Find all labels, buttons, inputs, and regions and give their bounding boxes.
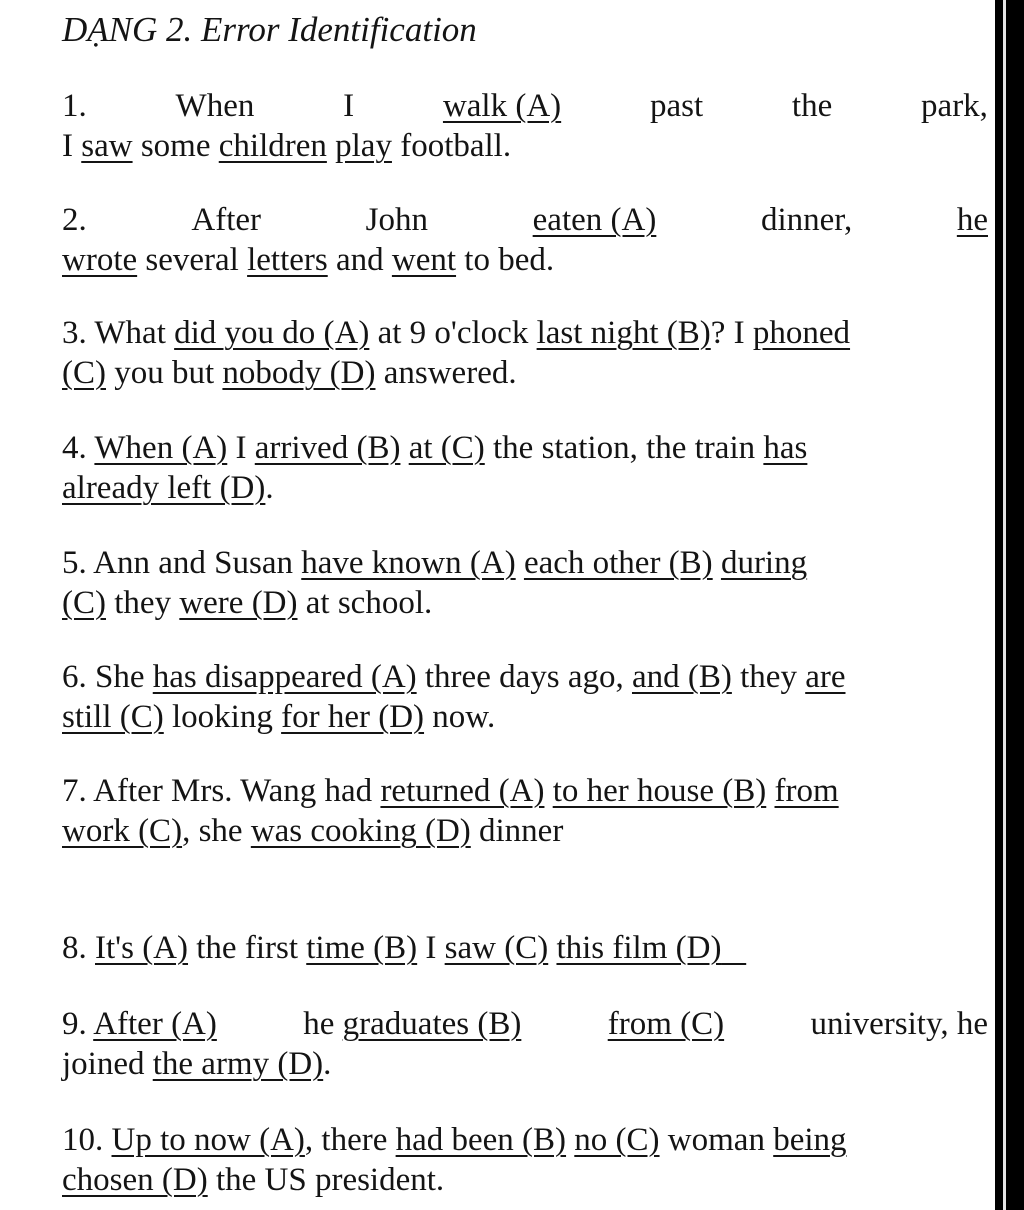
question-8-line-1: 8. It's (A) the first time (B) I saw (C) this film (D) <box>62 930 722 966</box>
question-8 <box>62 928 988 968</box>
question-9 <box>62 1004 988 1084</box>
question-9-line-2: joined the army (D). <box>62 1046 332 1082</box>
option-a: walk (A) <box>442 88 562 124</box>
question-3 <box>62 313 988 393</box>
question-1-line-1: 1. When I walk (A) past the park, <box>62 88 988 124</box>
question-4-line-2: already left (D). <box>62 470 274 506</box>
question-10-line-2: chosen (D) the US president. <box>62 1162 445 1198</box>
question-5 <box>62 543 988 623</box>
question-1-line-2: I saw some children play football. <box>62 128 512 164</box>
question-7-line-1: 7. After Mrs. Wang had returned (A) to her house (B) from <box>62 773 839 809</box>
question-4 <box>62 428 988 508</box>
question-7 <box>62 771 988 851</box>
question-9-line-1: 9. After (A) he graduates (B) from (C) university, he <box>62 1006 988 1042</box>
page-edge-divider <box>1003 0 1006 1210</box>
page-title: DẠNG 2. Error Identification <box>62 10 477 49</box>
question-3-line-2: (C) you but nobody (D) answered. <box>62 355 517 391</box>
question-2 <box>62 200 988 280</box>
question-6-line-1: 6. She has disappeared (A) three days ago, and (B) they are <box>62 659 846 695</box>
question-6 <box>62 657 988 737</box>
question-2-line-2: wrote several letters and went to bed. <box>62 242 555 278</box>
question-3-line-1: 3. What did you do (A) at 9 o'clock last night (B)? I phoned <box>62 315 851 351</box>
question-10 <box>62 1120 988 1200</box>
question-6-line-2: still (C) looking for her (D) now. <box>62 699 496 735</box>
option-a: eaten (A) <box>532 202 657 238</box>
question-10-line-1: 10. Up to now (A), there had been (B) no (C) woman being <box>62 1122 847 1158</box>
question-2-line-1: 2. After John eaten (A) dinner, he <box>62 202 988 238</box>
question-1 <box>62 86 988 166</box>
question-5-line-1: 5. Ann and Susan have known (A) each other (B) during <box>62 545 808 581</box>
question-4-line-1: 4. When (A) I arrived (B) at (C) the station, the train has <box>62 430 808 466</box>
question-7-line-2: work (C), she was cooking (D) dinner <box>62 813 564 849</box>
question-5-line-2: (C) they were (D) at school. <box>62 585 433 621</box>
